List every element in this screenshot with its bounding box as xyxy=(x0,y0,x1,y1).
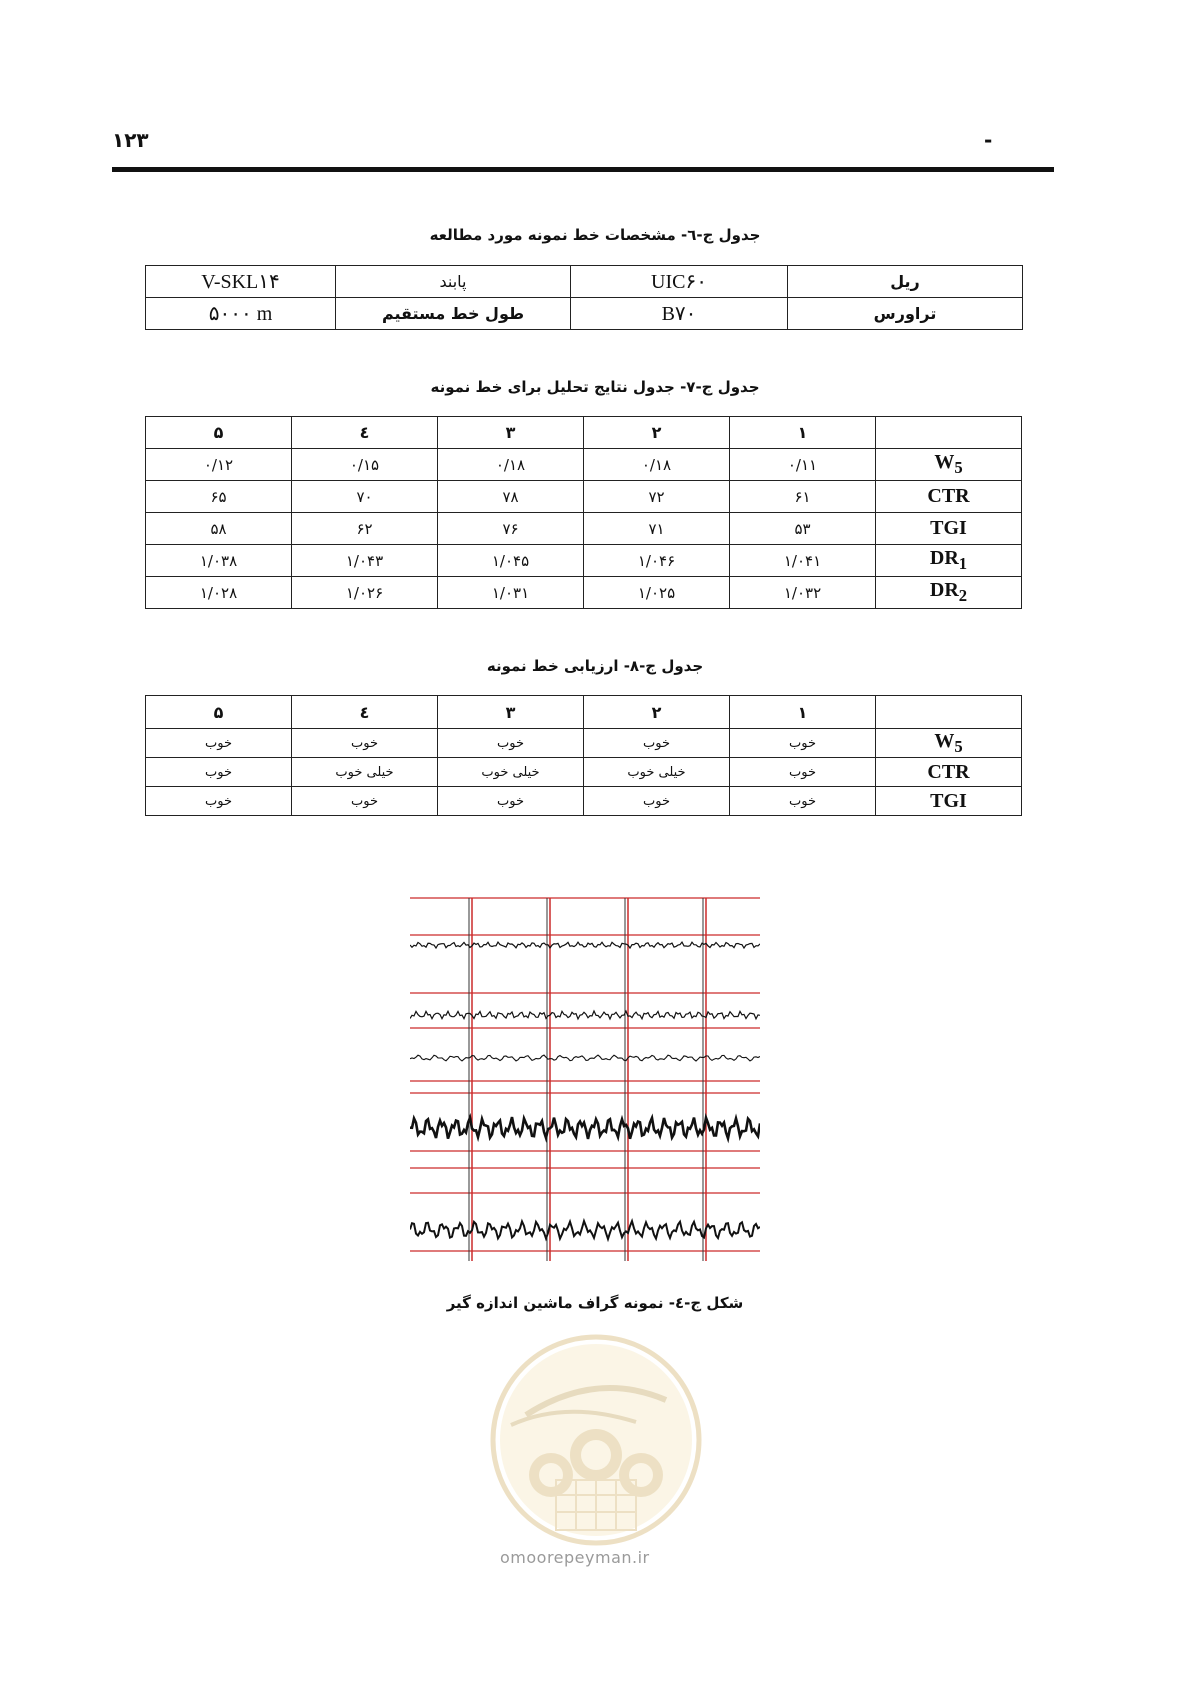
column-header: ٤ xyxy=(292,417,438,449)
table3-caption: جدول ج-۸- ارزیابی خط نمونه xyxy=(486,657,704,675)
table-cell: خیلی خوب xyxy=(292,758,438,787)
column-header: ۳ xyxy=(438,417,584,449)
table-header-row xyxy=(146,417,1022,449)
table-cell: خوب xyxy=(730,758,876,787)
table-cell: ۱/۰۴۵ xyxy=(438,545,584,577)
table-cell: ۱/۰۴۶ xyxy=(584,545,730,577)
table-cell: خوب xyxy=(584,787,730,816)
row-label: $W_5$ xyxy=(876,449,1022,481)
column-header: ۱ xyxy=(730,696,876,729)
table-row xyxy=(146,758,1022,787)
row-label: $W_5$ xyxy=(876,729,1022,758)
table-cell: ۰/۱۲ xyxy=(146,449,292,481)
row-label: CTR xyxy=(876,481,1022,513)
table-row xyxy=(146,513,1022,545)
table-row xyxy=(146,266,1023,298)
table-cell: ۱/۰۲۶ xyxy=(292,577,438,609)
row-label: $DR_2$ xyxy=(876,577,1022,609)
graph-trace xyxy=(410,1221,760,1239)
table-row xyxy=(146,577,1022,609)
column-header xyxy=(876,696,1022,729)
table-cell: ۱/۰۲۵ xyxy=(584,577,730,609)
column-header: ۵ xyxy=(146,696,292,729)
table3-evaluation xyxy=(145,695,1022,816)
table-cell: خوب xyxy=(146,758,292,787)
column-header xyxy=(876,417,1022,449)
table-cell: پابند xyxy=(336,266,571,298)
column-header: ۳ xyxy=(438,696,584,729)
column-header: ۲ xyxy=(584,417,730,449)
table-cell: خوب xyxy=(146,729,292,758)
graph-trace xyxy=(410,1011,760,1019)
table-cell: خوب xyxy=(584,729,730,758)
table-cell: طول خط مستقیم xyxy=(336,298,571,330)
table-cell: ۱/۰۳۲ xyxy=(730,577,876,609)
table2-caption: جدول ج-۷- جدول نتایج تحلیل برای خط نمونه xyxy=(430,378,760,396)
figure-caption: شکل ج-٤- نمونه گراف ماشین اندازه گیر xyxy=(446,1294,744,1312)
table-row xyxy=(146,449,1022,481)
table-cell: ۰/۱۸ xyxy=(584,449,730,481)
watermark-logo xyxy=(486,1330,706,1550)
table-header-row xyxy=(146,696,1022,729)
table-cell: ۰/۱۸ xyxy=(438,449,584,481)
table-cell: خوب xyxy=(730,729,876,758)
table-cell: ۷۱ xyxy=(584,513,730,545)
header-rule xyxy=(112,167,1054,172)
table-cell: ۶۱ xyxy=(730,481,876,513)
row-label: TGI xyxy=(876,513,1022,545)
table-row xyxy=(146,481,1022,513)
graph-trace xyxy=(410,1055,760,1061)
column-header: ۵ xyxy=(146,417,292,449)
table-cell: ۵۸ xyxy=(146,513,292,545)
row-label: CTR xyxy=(876,758,1022,787)
graph-trace xyxy=(410,1117,760,1139)
table-cell: ۰/۱۱ xyxy=(730,449,876,481)
table-cell: ۷۶ xyxy=(438,513,584,545)
table-cell: خوب xyxy=(292,729,438,758)
table-cell: ۱/۰۳۸ xyxy=(146,545,292,577)
graph-trace xyxy=(410,942,760,948)
row-label: TGI xyxy=(876,787,1022,816)
track-recorder-graph xyxy=(410,893,760,1263)
column-header: ۱ xyxy=(730,417,876,449)
table-row xyxy=(146,545,1022,577)
table-cell: B۷۰ xyxy=(571,298,788,330)
table-cell: V-SKL۱۴ xyxy=(146,266,336,298)
table-cell: ۱/۰۴۱ xyxy=(730,545,876,577)
column-header: ٤ xyxy=(292,696,438,729)
table-cell: ۱/۰۲۸ xyxy=(146,577,292,609)
table-cell: ۶۲ xyxy=(292,513,438,545)
graph-traces xyxy=(410,942,760,1239)
table-cell: خوب xyxy=(438,729,584,758)
table-cell: تراورس xyxy=(788,298,1023,330)
graph-grid xyxy=(410,898,760,1261)
page-number: ۱۲۳ xyxy=(112,128,149,152)
table-row xyxy=(146,787,1022,816)
watermark-url: omoorepeyman.ir xyxy=(500,1548,650,1567)
table-cell: خیلی خوب xyxy=(438,758,584,787)
table-cell: ۰/۱۵ xyxy=(292,449,438,481)
row-label: $DR_1$ xyxy=(876,545,1022,577)
table-row xyxy=(146,729,1022,758)
table-cell: خوب xyxy=(730,787,876,816)
table1-caption: جدول ج-٦- مشخصات خط نمونه مورد مطالعه xyxy=(429,226,761,244)
table-cell: ۵۳ xyxy=(730,513,876,545)
table-cell: ۵۰۰۰ m xyxy=(146,298,336,330)
table-cell: UIC۶۰ xyxy=(571,266,788,298)
table-cell: ۶۵ xyxy=(146,481,292,513)
table-row xyxy=(146,298,1023,330)
table-cell: ۱/۰۳۱ xyxy=(438,577,584,609)
table-cell: ریل xyxy=(788,266,1023,298)
table-cell: ۱/۰۴۳ xyxy=(292,545,438,577)
table-cell: خوب xyxy=(292,787,438,816)
table-cell: خوب xyxy=(438,787,584,816)
table1-specs xyxy=(145,265,1023,330)
header-dash: - xyxy=(984,128,993,152)
table2-results xyxy=(145,416,1022,609)
column-header: ۲ xyxy=(584,696,730,729)
table-cell: خیلی خوب xyxy=(584,758,730,787)
table-cell: ۷۸ xyxy=(438,481,584,513)
table-cell: ۷۰ xyxy=(292,481,438,513)
table-cell: خوب xyxy=(146,787,292,816)
table-cell: ۷۲ xyxy=(584,481,730,513)
